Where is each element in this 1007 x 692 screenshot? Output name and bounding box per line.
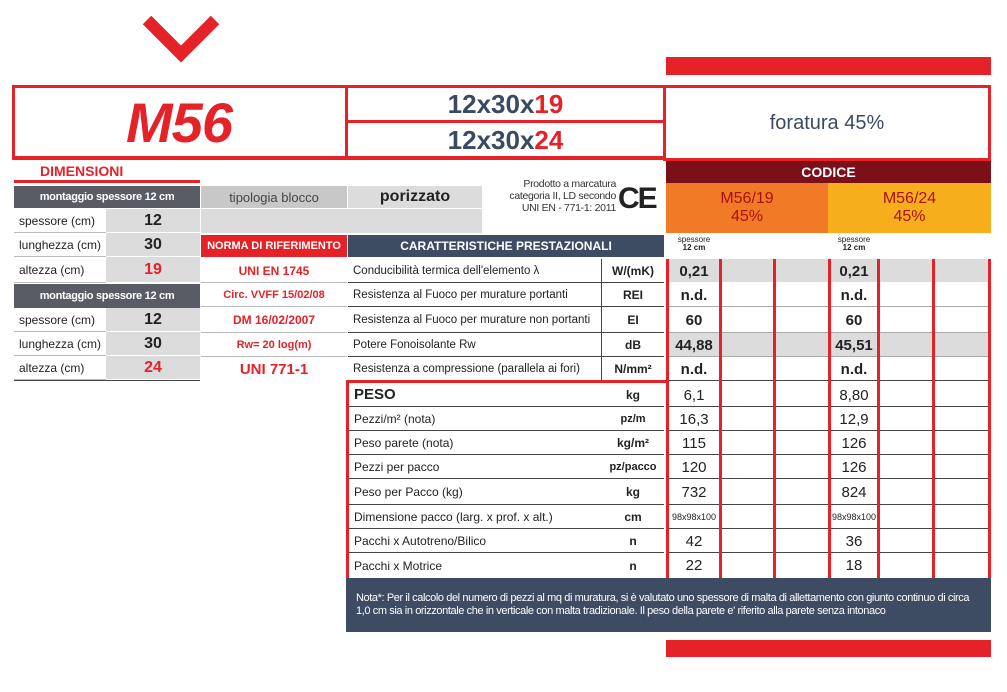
m1-spessore-value: 12 — [106, 209, 200, 233]
brand-code-text: M56 — [126, 90, 232, 154]
m2-spessore-value: 12 — [106, 308, 200, 332]
peso-v1-1: 6,1 — [683, 386, 705, 404]
foratura-box — [663, 85, 991, 161]
code-2-pct: 45% — [893, 208, 926, 225]
peso-v1-7: 42 — [685, 532, 703, 550]
peso-unit-1: kg — [602, 383, 664, 407]
marcatura-line-1: Prodotto a marcatura — [523, 178, 616, 190]
peso-unit-5: kg — [602, 479, 664, 505]
foratura-text: foratura 45% — [769, 111, 885, 134]
size-2-prefix: 12x30x — [447, 124, 535, 155]
peso-label-4: Pezzi per pacco — [349, 455, 602, 479]
spessore-2 — [828, 236, 880, 252]
brand-code — [14, 87, 344, 157]
caratteristiche-header: CARATTERISTICHE PRESTAZIONALI — [348, 235, 664, 257]
m1-lunghezza-value: 30 — [106, 233, 200, 257]
size-2 — [348, 123, 663, 157]
peso-v1-4: 120 — [681, 458, 707, 476]
montaggio-1-header: montaggio spessore 12 cm — [14, 186, 200, 208]
car-unit-1: W/(mK) — [602, 259, 664, 283]
peso-v1-5: 732 — [681, 483, 707, 501]
car-v2-4: 45,51 — [835, 336, 873, 354]
peso-unit-3: kg/m² — [602, 431, 664, 455]
size-1-suffix: 19 — [534, 88, 564, 119]
car-v1-2: n.d. — [680, 286, 708, 304]
norma-ref-5: UNI 771-1 — [239, 360, 309, 378]
peso-v2-4: 126 — [841, 458, 867, 476]
tipologia-filler — [201, 209, 482, 233]
norma-header: NORMA DI RIFERIMENTO — [201, 235, 347, 257]
peso-v2-6: 98x98x100 — [831, 512, 877, 522]
m1-altezza-label: altezza (cm) — [14, 257, 106, 283]
car-label-3: Resistenza al Fuoco per murature non portanti — [348, 307, 602, 333]
peso-unit-7: n — [602, 529, 664, 553]
peso-v2-2: 12,9 — [839, 410, 869, 428]
marcatura-line-2: categoria II, LD secondo — [509, 190, 616, 202]
car-v1-4: 44,88 — [675, 336, 713, 354]
montaggio-2-header: montaggio spessore 12 cm — [14, 284, 200, 308]
peso-label-3: Peso parete (nota) — [349, 431, 602, 455]
tipologia-label: tipologia blocco — [201, 186, 347, 208]
car-v1-3: 60 — [685, 311, 703, 329]
car-unit-3: EI — [602, 307, 664, 333]
norma-ref-2: Circ. VVFF 15/02/08 — [201, 283, 347, 307]
marcatura-line-3: UNI EN - 771-1: 2011 — [521, 202, 616, 214]
car-v1-5: n.d. — [680, 360, 708, 378]
peso-unit-8: n — [629, 558, 637, 573]
peso-unit-2: pz/m — [602, 407, 664, 431]
code-2-name: M56/24 — [882, 190, 937, 207]
m1-spessore-label: spessore (cm) — [14, 209, 106, 233]
spessore-2-value: 12 cm — [842, 243, 866, 252]
car-label-4: Potere Fonoisolante Rw — [348, 333, 602, 357]
car-v2-5: n.d. — [840, 360, 868, 378]
car-v2-2: n.d. — [840, 286, 868, 304]
m2-altezza-label: altezza (cm) — [14, 356, 106, 380]
tipologia-value: porizzato — [348, 186, 482, 208]
chevron-down-icon — [141, 14, 221, 66]
peso-unit-6: cm — [602, 505, 664, 529]
m1-lunghezza-label: lunghezza (cm) — [14, 233, 106, 257]
m2-lunghezza-label: lunghezza (cm) — [14, 332, 106, 356]
car-v2-3: 60 — [845, 311, 863, 329]
dimensioni-title: DIMENSIONI — [40, 163, 124, 179]
car-label-5: Resistenza a compressione (parallela ai fori) — [348, 357, 602, 381]
peso-v1-6: 98x98x100 — [671, 512, 717, 522]
peso-v2-5: 824 — [841, 483, 867, 501]
code-1 — [666, 183, 828, 233]
peso-unit-4: pz/pacco — [602, 455, 664, 479]
spessore-1 — [666, 236, 722, 252]
size-2-suffix: 24 — [534, 124, 564, 155]
m2-spessore-label: spessore (cm) — [14, 308, 106, 332]
peso-label-8: Pacchi x Motrice — [354, 558, 443, 573]
peso-v1-8: 22 — [685, 557, 703, 574]
ce-mark-icon: CE — [618, 182, 656, 215]
norma-ref-4: Rw= 20 log(m) — [201, 333, 347, 357]
marcatura — [486, 178, 616, 220]
spessore-1-value: 12 cm — [682, 243, 706, 252]
car-label-2: Resistenza al Fuoco per murature portanti — [348, 283, 602, 307]
spessore-2-label: spessore — [837, 235, 871, 244]
bottom-red-bar — [666, 640, 991, 657]
peso-label-1: PESO — [349, 383, 602, 407]
car-unit-4: dB — [602, 333, 664, 357]
norma-ref-3: DM 16/02/2007 — [201, 307, 347, 333]
peso-label-5: Peso per Pacco (kg) — [349, 479, 602, 505]
code-1-pct: 45% — [730, 208, 764, 225]
car-v1-1: 0,21 — [679, 262, 709, 280]
peso-v2-3: 126 — [841, 434, 867, 452]
m1-altezza-value: 19 — [106, 257, 200, 283]
norma-ref-1: UNI EN 1745 — [201, 259, 347, 283]
car-label-1: Conducibilità termica dell'elemento λ — [348, 259, 602, 283]
peso-v2-8: 18 — [845, 557, 863, 574]
code-2 — [828, 183, 991, 233]
top-red-bar — [666, 57, 991, 75]
spessore-1-label: spessore — [677, 235, 711, 244]
m2-lunghezza-value: 30 — [106, 332, 200, 356]
car-unit-2: REI — [602, 283, 664, 307]
peso-v1-3: 115 — [682, 434, 706, 452]
peso-v1-2: 16,3 — [679, 410, 709, 428]
peso-label-7: Pacchi x Autotreno/Bilico — [349, 529, 602, 553]
code-1-name: M56/19 — [720, 190, 774, 207]
nota-box — [346, 578, 991, 632]
peso-label-6: Dimensione pacco (larg. x prof. x alt.) — [349, 505, 602, 529]
size-1 — [348, 88, 663, 120]
m2-altezza-value: 24 — [106, 356, 200, 380]
peso-v2-7: 36 — [845, 532, 863, 550]
nota-text: Nota*: Per il calcolo del numero di pezzi al mq di muratura, si è valutato uno spessore di malta di allettamento con giunto continuo di circa 1,0 cm sia in orizzontale che in verticale con malta tradizionale. Il peso della parete e' riferito alla parete senza intonaco — [356, 592, 970, 617]
car-v2-1: 0,21 — [839, 262, 869, 280]
codice-header: CODICE — [666, 161, 991, 183]
car-unit-5: N/mm² — [614, 362, 652, 376]
peso-label-2: Pezzi/m² (nota) — [349, 407, 602, 431]
size-1-prefix: 12x30x — [447, 88, 535, 119]
peso-v2-1: 8,80 — [839, 386, 869, 404]
